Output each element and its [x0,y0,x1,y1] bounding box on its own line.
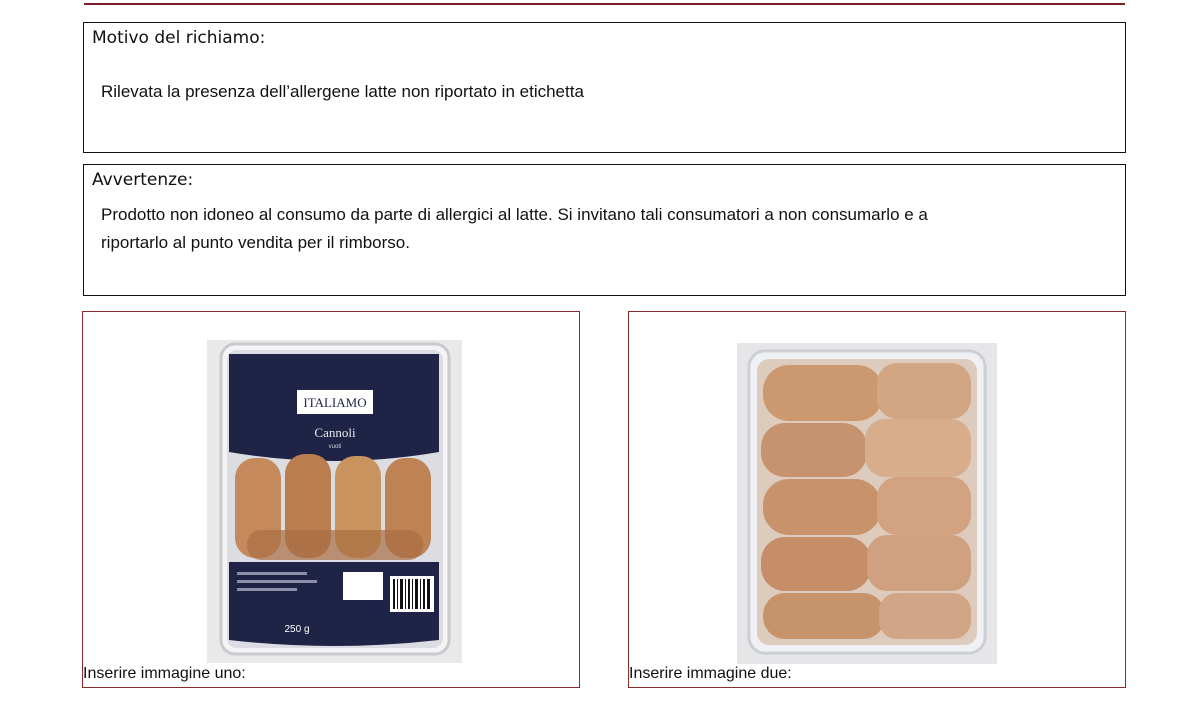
package-weight: 250 g [284,624,310,635]
recall-reason-box [83,22,1126,153]
image-box-two [628,311,1126,688]
recall-reason-label: Motivo del richiamo: [92,28,266,48]
product-front-illustration [207,340,462,663]
warnings-label: Avvertenze: [92,170,194,190]
package-brand: ITALIAMO [303,395,367,410]
warnings-line-2: riportarlo al punto vendita per il rimborso. [101,233,410,252]
recall-reason-text: Rilevata la presenza dell’allergene latte non riportato in etichetta [101,82,584,101]
product-back-photo [737,343,997,664]
warnings-line-1: Prodotto non idoneo al consumo da parte di allergici al latte. Si invitano tali consumatori a non consumarlo e a [101,205,928,224]
barcode [390,576,434,612]
image-one-caption: Inserire immagine uno: [83,665,246,682]
image-two-caption: Inserire immagine due: [629,665,792,682]
image-box-one [82,311,580,688]
product-back-illustration [737,343,997,664]
warnings-text [101,201,1091,257]
warnings-box [83,164,1126,296]
package-subtitle: vuoti [328,444,342,450]
package-product-name: Cannoli [314,425,356,440]
header-rule [84,3,1125,5]
product-front-photo [207,340,462,663]
